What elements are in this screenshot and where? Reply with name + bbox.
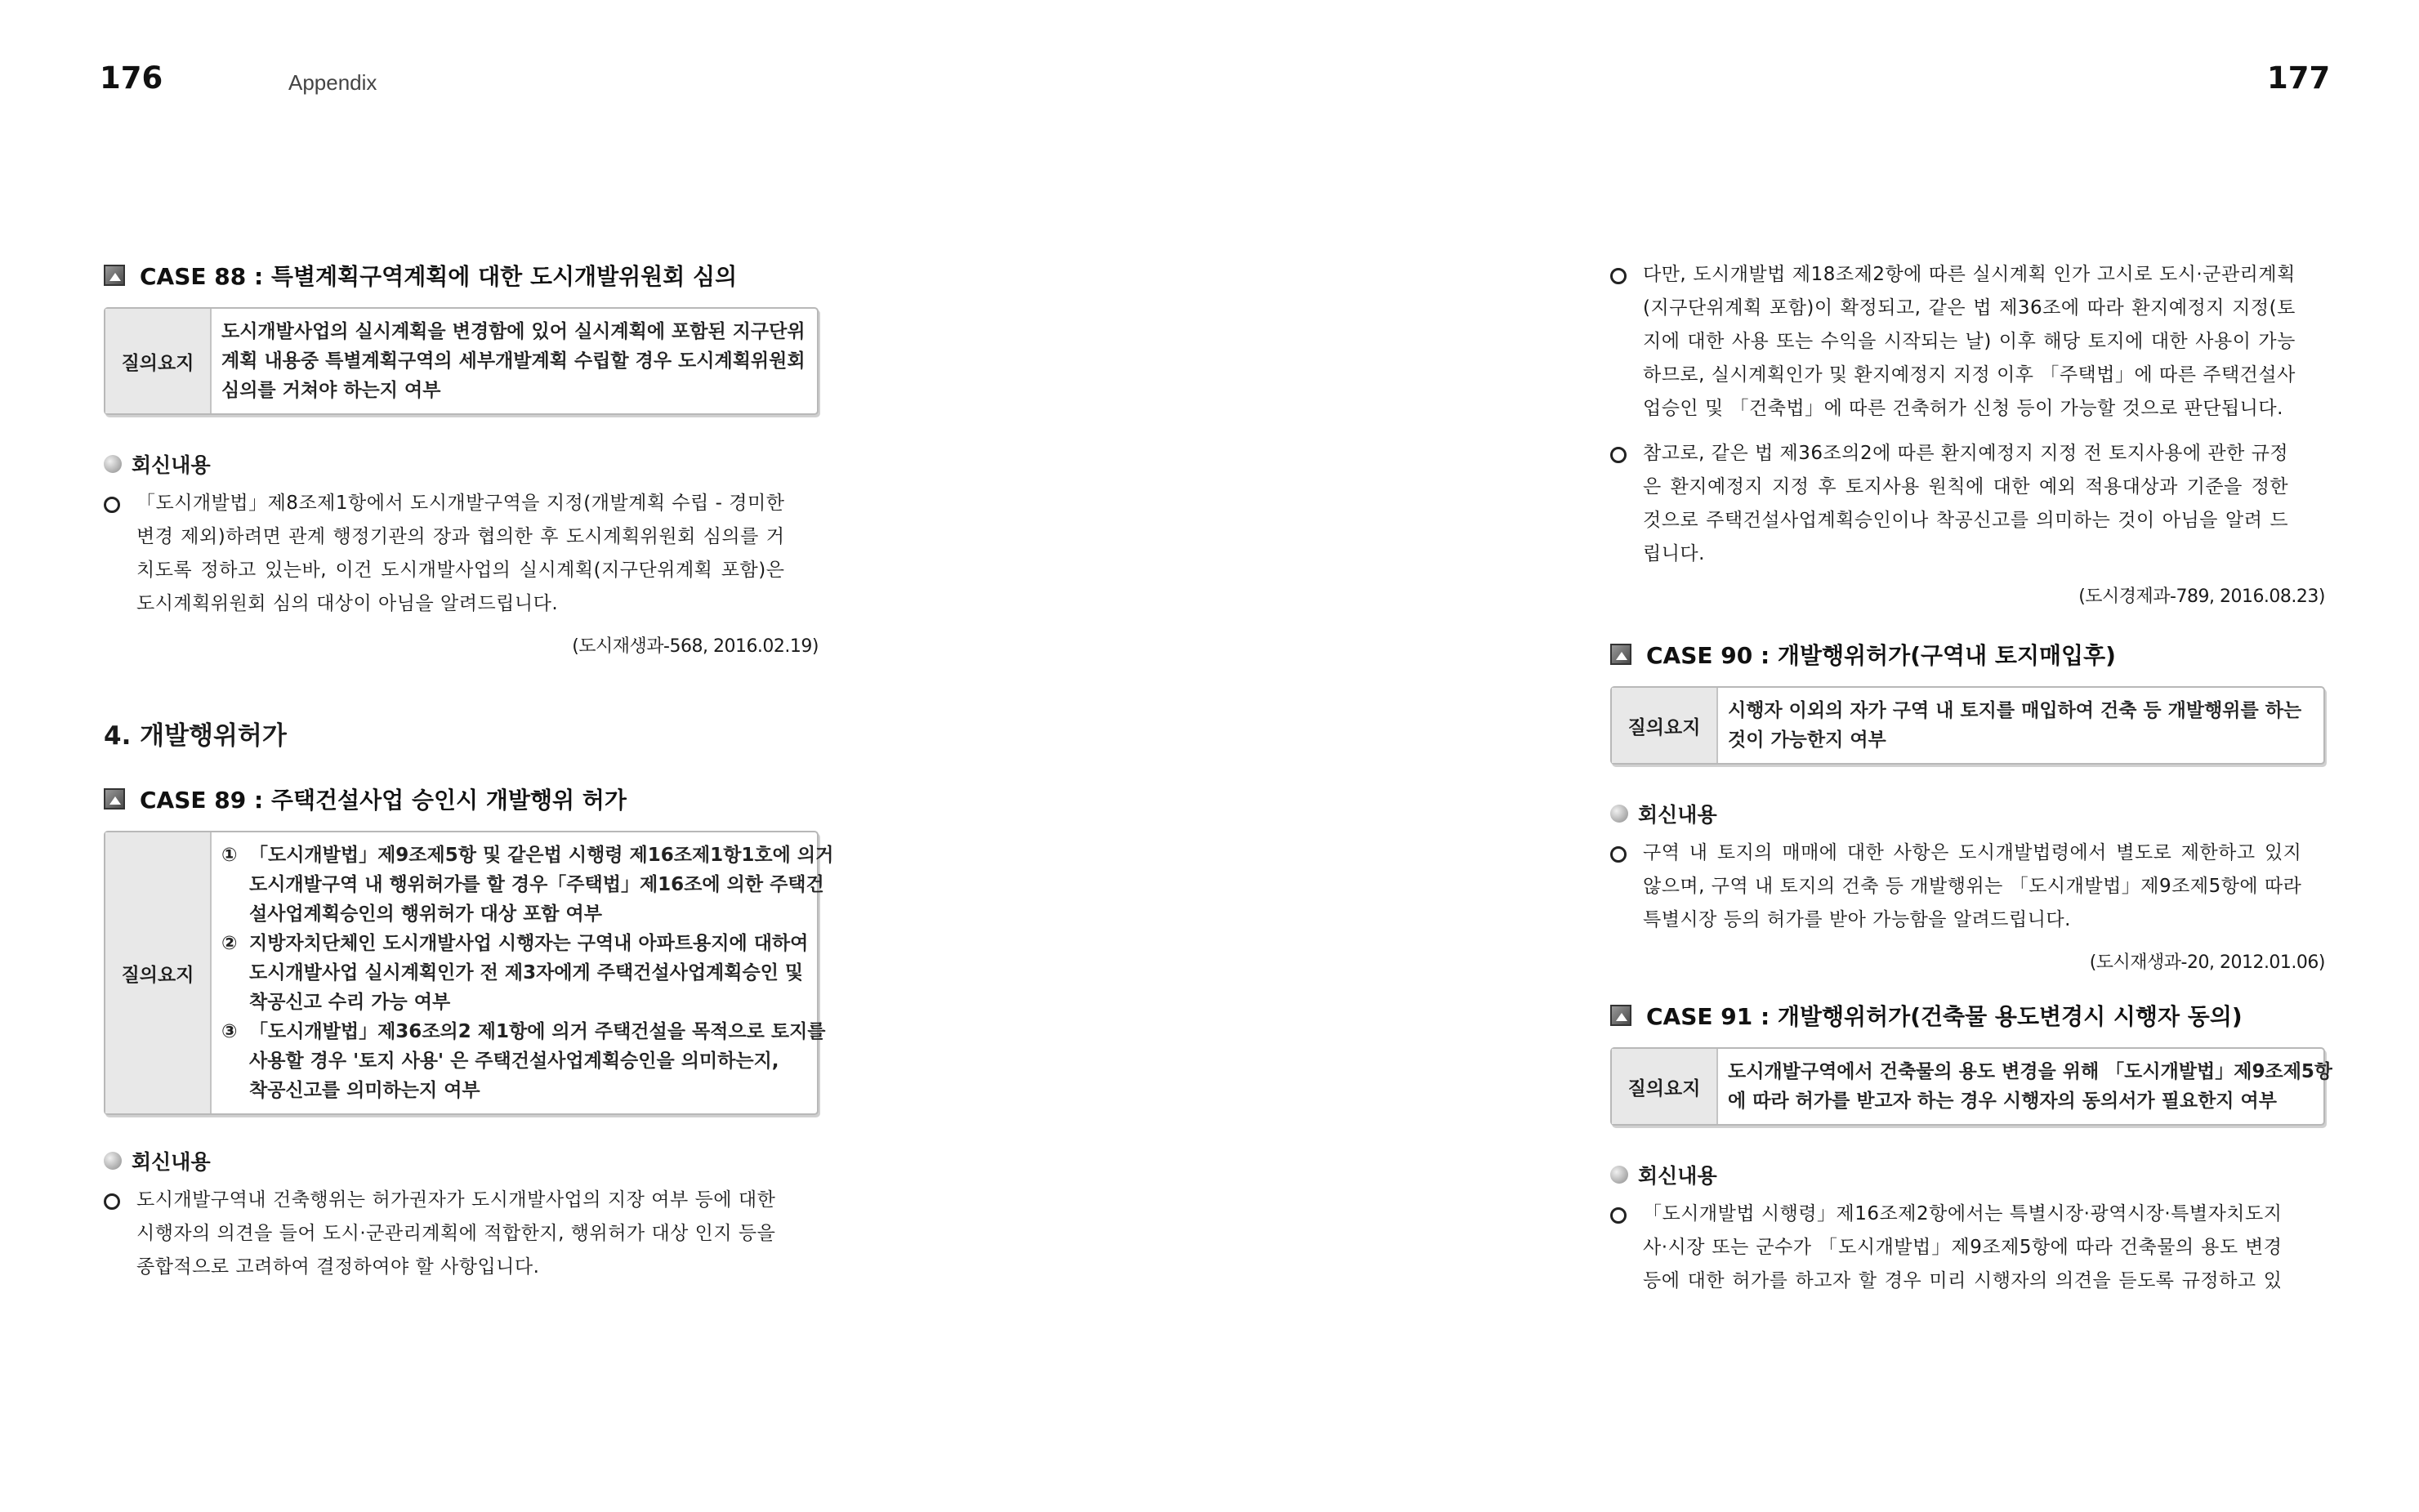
case-90-heading xyxy=(1610,637,2325,671)
right-page-number: 177 xyxy=(2267,60,2331,96)
continued-paragraph-2 xyxy=(1610,437,2325,571)
reply-line: 「도시개발법 시행령」제16조제2항에서는 특별시장·광역시장·특별자치도지 xyxy=(1643,1203,2283,1224)
case-90-source: (도시재생과-20, 2012.01.06) xyxy=(2089,952,2325,973)
paragraph-line: 다만, 도시개발법 제18조제2항에 따른 실시계획 인가 고시로 도시·군관리계획 xyxy=(1643,264,2296,285)
reply-label: 회신내용 xyxy=(1638,803,1717,827)
reply-line: 않으며, 구역 내 토지의 건축 등 개발행위는 「도시개발법」제9조제5항에 따라 xyxy=(1643,876,2302,897)
case-89-title: CASE 89 : 주택건설사업 승인시 개발행위 허가 xyxy=(140,787,627,814)
query-line: 착공신고를 의미하는지 여부 xyxy=(249,1080,480,1101)
sphere-bullet-icon xyxy=(104,455,122,473)
reply-line: 시행자의 의견을 들어 도시·군관리계획에 적합한지, 행위허가 대상 인지 등을 xyxy=(136,1223,776,1244)
case-88-title: CASE 88 : 특별계획구역계획에 대한 도시개발위원회 심의 xyxy=(140,263,738,290)
circle-bullet-icon xyxy=(1610,1207,1628,1298)
section-4-title: 4. 개발행위허가 xyxy=(104,721,287,751)
circle-bullet-icon xyxy=(1610,846,1628,937)
reply-line: 변경 제외)하려면 관계 행정기관의 장과 협의한 후 도시계획위원회 심의를 거 xyxy=(136,526,785,547)
reply-label: 회신내용 xyxy=(1638,1164,1717,1188)
case-89-reply-paragraph xyxy=(104,1184,819,1284)
case-91-reply-paragraph xyxy=(1610,1198,2325,1298)
query-item xyxy=(221,929,833,1017)
case-91-heading xyxy=(1610,998,2325,1033)
query-line: 에 따라 허가를 받고자 하는 경우 시행자의 동의서가 필요한지 여부 xyxy=(1728,1091,2277,1112)
sphere-bullet-icon xyxy=(1610,1166,1628,1184)
reply-line: 「도시개발법」제8조제1항에서 도시개발구역을 지정(개발계획 수립 - 경미한 xyxy=(136,493,785,514)
paragraph-line: 은 환지예정지 지정 후 토지사용 원칙에 대한 예외 적용대상과 기준을 정한 xyxy=(1643,476,2289,497)
case-icon xyxy=(104,788,125,810)
case-91-title: CASE 91 : 개발행위허가(건축물 용도변경시 시행자 동의) xyxy=(1646,1003,2243,1030)
query-line: 도시개발사업의 실시계획을 변경함에 있어 실시계획에 포함된 지구단위 xyxy=(221,321,806,342)
query-line: 계획 내용중 특별계획구역의 세부개발계획 수립할 경우 도시계획위원회 xyxy=(221,350,806,372)
circle-bullet-icon xyxy=(1610,447,1628,571)
case-90-reply-paragraph xyxy=(1610,836,2325,937)
case-88-reply-heading xyxy=(104,449,819,479)
case-88-reply-paragraph xyxy=(104,487,819,621)
query-item-number: ① xyxy=(221,845,238,866)
paragraph-line: 하므로, 실시계획인가 및 환지예정지 지정 이후 「주택법」에 따른 주택건설사 xyxy=(1643,364,2296,386)
case-88-query-text xyxy=(212,309,817,413)
paragraph-line: 지에 대한 사용 또는 수익을 시작되는 날) 이후 해당 토지에 대한 사용이 가능 xyxy=(1643,331,2296,352)
continued-paragraph-1 xyxy=(1610,258,2325,426)
query-line: 지방자치단체인 도시개발사업 시행자는 구역내 아파트용지에 대하여 xyxy=(249,933,809,954)
paragraph-line: 립니다. xyxy=(1643,543,1705,564)
sphere-bullet-icon xyxy=(104,1152,122,1170)
query-line: 사용할 경우 '토지 사용' 은 주택건설사업계획승인을 의미하는지, xyxy=(249,1050,779,1072)
case-icon xyxy=(1610,1005,1631,1026)
query-line: 「도시개발법」제9조제5항 및 같은법 시행령 제16조제1항1호에 의거 xyxy=(249,845,834,866)
paragraph-line: (지구단위계획 포함)이 확정되고, 같은 법 제36조에 따라 환지예정지 지정(토 xyxy=(1643,297,2296,319)
query-label: 질의요지 xyxy=(1612,1049,1718,1124)
case-89-heading xyxy=(104,782,819,816)
case-90-reply-heading xyxy=(1610,799,2325,828)
query-line: 것이 가능한지 여부 xyxy=(1728,729,1886,751)
paragraph-line: 것으로 주택건설사업계획승인이나 착공신고를 의미하는 것이 아님을 알려 드 xyxy=(1643,510,2289,531)
query-label: 질의요지 xyxy=(105,309,212,413)
reply-line: 도시개발구역내 건축행위는 허가권자가 도시개발사업의 지장 여부 등에 대한 xyxy=(136,1189,776,1211)
paragraph-line: 업승인 및 「건축법」에 따른 건축허가 신청 등이 가능할 것으로 판단됩니다. xyxy=(1643,398,2283,419)
case-89-source: (도시경제과-789, 2016.08.23) xyxy=(2078,587,2325,607)
reply-line: 특별시장 등의 허가를 받아 가능함을 알려드립니다. xyxy=(1643,909,2071,930)
query-line: 도시개발구역 내 행위허가를 할 경우「주택법」제16조에 의한 주택건 xyxy=(249,874,824,895)
case-88-heading xyxy=(104,258,819,292)
query-item-number: ② xyxy=(221,933,238,954)
running-title: Appendix xyxy=(288,70,377,95)
query-line: 도시개발구역에서 건축물의 용도 변경을 위해 「도시개발법」제9조제5항 xyxy=(1728,1061,2333,1082)
reply-label: 회신내용 xyxy=(132,453,211,477)
query-label: 질의요지 xyxy=(1612,688,1718,763)
reply-line: 도시계획위원회 심의 대상이 아님을 알려드립니다. xyxy=(136,593,559,614)
query-line: 도시개발사업 실시계획인가 전 제3자에게 주택건설사업계획승인 및 xyxy=(249,962,804,983)
reply-label: 회신내용 xyxy=(132,1150,211,1174)
reply-line: 치도록 정하고 있는바, 이건 도시개발사업의 실시계획(지구단위계획 포함)은 xyxy=(136,560,785,581)
query-line: 설사업계획승인의 행위허가 대상 포함 여부 xyxy=(249,903,602,925)
query-line: 시행자 이외의 자가 구역 내 토지를 매입하여 건축 등 개발행위를 하는 xyxy=(1728,700,2302,721)
case-icon xyxy=(1610,644,1631,665)
reply-line: 종합적으로 고려하여 결정하여야 할 사항입니다. xyxy=(136,1256,540,1278)
case-88-query-box xyxy=(104,307,819,415)
reply-line: 사·시장 또는 군수가 「도시개발법」제9조제5항에 따라 건축물의 용도 변경 xyxy=(1643,1237,2283,1258)
query-line: 「도시개발법」제36조의2 제1항에 의거 주택건설을 목적으로 토지를 xyxy=(249,1021,826,1042)
case-88-source: (도시재생과-568, 2016.02.19) xyxy=(572,636,819,657)
reply-line: 등에 대한 허가를 하고자 할 경우 미리 시행자의 의견을 듣도록 규정하고 있 xyxy=(1643,1270,2283,1291)
query-item xyxy=(221,841,833,929)
case-91-query-text xyxy=(1718,1049,2344,1124)
query-item xyxy=(221,1017,833,1105)
left-page-number: 176 xyxy=(100,60,163,96)
circle-bullet-icon xyxy=(104,497,122,621)
right-page-column xyxy=(1610,258,2333,1309)
circle-bullet-icon xyxy=(1610,268,1628,426)
case-89-query-box xyxy=(104,831,834,1115)
query-line: 심의를 거쳐야 하는지 여부 xyxy=(221,380,441,401)
left-page-column xyxy=(104,258,834,1296)
case-89-query-text xyxy=(212,832,845,1113)
query-label: 질의요지 xyxy=(105,832,212,1113)
sphere-bullet-icon xyxy=(1610,805,1628,823)
case-91-reply-heading xyxy=(1610,1160,2325,1189)
case-90-query-box xyxy=(1610,686,2325,765)
query-item-number: ③ xyxy=(221,1021,238,1042)
case-89-reply-heading xyxy=(104,1146,819,1175)
paragraph-line: 참고로, 같은 법 제36조의2에 따른 환지예정지 지정 전 토지사용에 관한 규정 xyxy=(1643,443,2289,464)
reply-line: 구역 내 토지의 매매에 대한 사항은 도시개발법령에서 별도로 제한하고 있지 xyxy=(1643,842,2302,863)
case-90-title: CASE 90 : 개발행위허가(구역내 토지매입후) xyxy=(1646,642,2116,669)
case-91-query-box xyxy=(1610,1047,2333,1126)
circle-bullet-icon xyxy=(104,1193,122,1284)
query-line: 착공신고 수리 가능 여부 xyxy=(249,992,451,1013)
case-90-query-text xyxy=(1718,688,2313,763)
case-icon xyxy=(104,265,125,286)
